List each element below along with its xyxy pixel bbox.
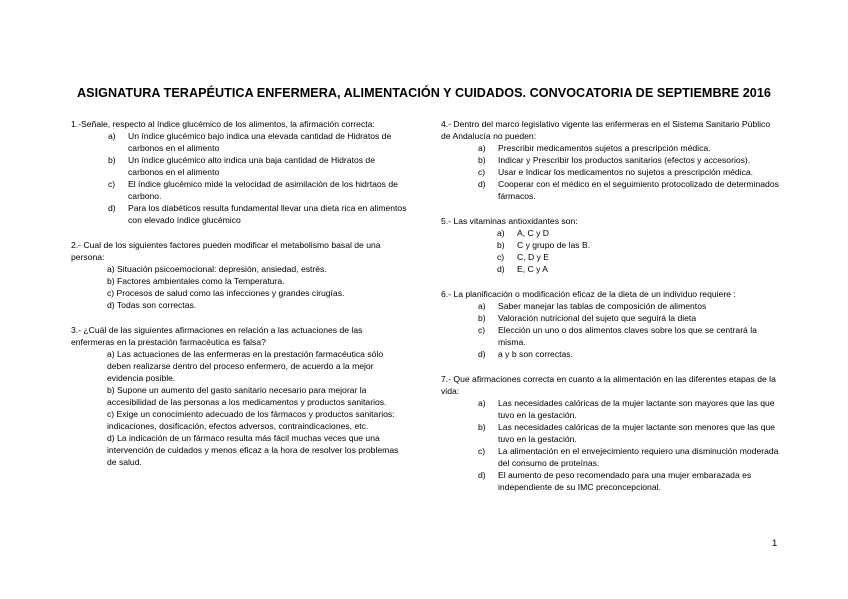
question-3-option-b <box>71 384 407 408</box>
option-label: d) <box>497 264 505 274</box>
question-5-text: 5.- Las vitaminas antioxidantes son: <box>441 216 578 226</box>
question-2-option-a <box>71 263 407 275</box>
option-text: Las necesidades calóricas de la mujer lactante son menores que las que tuvo en la gestación. <box>498 422 776 444</box>
option-label: c) <box>478 167 486 177</box>
question-5-option-c <box>441 251 781 263</box>
question-1-option-a <box>71 130 407 154</box>
option-text: Un índice glucémico bajo indica una elevada cantidad de Hidratos de carbonos en el alimento <box>128 131 392 153</box>
option-label: a) <box>478 301 486 311</box>
option-label: b) <box>478 422 486 432</box>
option-text: a) Las actuaciones de las enfermeras en la prestación farmacéutica sólo deben realizarse dentro del proceso enfermero, de acuerdo a la mejor evidencia posible. <box>107 349 384 383</box>
option-text: C y grupo de las B. <box>517 240 591 250</box>
option-text: E, C y A <box>517 264 549 274</box>
question-4-option-b <box>441 154 781 166</box>
question-3-option-a <box>71 348 407 384</box>
option-text: Elección un uno o dos alimentos claves sobre los que se centrará la misma. <box>498 325 757 347</box>
question-3 <box>71 324 407 468</box>
option-text: c) Exige un conocimiento adecuado de los fármacos y productos sanitarios: indicaciones, dosificación, efectos adversos, contraindicaciones, etc. <box>107 409 395 431</box>
option-label: c) <box>478 446 486 456</box>
question-6-option-a <box>441 300 781 312</box>
question-4 <box>441 118 781 202</box>
question-4-option-d <box>441 178 781 202</box>
option-text: a y b son correctas. <box>498 349 573 359</box>
question-4-text: 4.- Dentro del marco legislativo vigente las enfermeras en el Sistema Sanitario Público de Andalucía no pueden: <box>441 119 771 141</box>
option-text: a) Situación psicoemocional: depresión, ansiedad, estrés. <box>107 264 327 274</box>
option-text: La alimentación en el envejecimiento requiero una disminución moderada del consumo de proteínas. <box>498 446 779 468</box>
question-6-text: 6.- La planificación o modificación eficaz de la dieta de un individuo requiere : <box>441 289 736 299</box>
question-4-option-a <box>441 142 781 154</box>
option-text: Saber manejar las tablas de composición de alimentos <box>498 301 707 311</box>
question-7-option-b <box>441 421 781 445</box>
question-5-option-a <box>441 227 781 239</box>
question-5-option-d <box>441 263 781 275</box>
question-2 <box>71 239 407 311</box>
question-1 <box>71 118 407 226</box>
question-2-option-b <box>71 275 407 287</box>
option-label: d) <box>478 179 486 189</box>
question-5-option-b <box>441 239 781 251</box>
question-4-option-c <box>441 166 781 178</box>
question-2-option-d <box>71 299 407 311</box>
question-7 <box>441 373 781 493</box>
option-label: b) <box>497 240 505 250</box>
option-label: d) <box>478 470 486 480</box>
question-6 <box>441 288 781 360</box>
option-label: d) <box>478 349 486 359</box>
option-label: a) <box>478 398 486 408</box>
option-text: b) Factores ambientales como la Temperatura. <box>107 276 285 286</box>
question-1-option-b <box>71 154 407 178</box>
question-6-option-b <box>441 312 781 324</box>
option-label: a) <box>497 228 505 238</box>
question-6-option-c <box>441 324 781 348</box>
page-number: 1 <box>772 538 778 549</box>
question-2-text: 2.- Cual de los siguientes factores pueden modificar el metabolismo basal de una persona: <box>71 240 381 262</box>
question-1-text: 1.-Señale, respecto al índice glucémico de los alimentos, la afirmación correcta: <box>71 119 375 129</box>
option-text: C, D y E <box>517 252 549 262</box>
question-6-option-d <box>441 348 781 360</box>
option-text: c) Procesos de salud como las infecciones y grandes cirugías. <box>107 288 345 298</box>
question-7-text: 7.- Que afirmaciones correcta en cuanto a la alimentación en las diferentes etapas de la vida: <box>441 374 776 396</box>
option-label: c) <box>108 179 116 189</box>
question-2-option-c <box>71 287 407 299</box>
option-label: b) <box>478 155 486 165</box>
option-text: Para los diabéticos resulta fundamental llevar una dieta rica en alimentos con elevado índice glucémico <box>128 203 407 225</box>
question-3-option-c <box>71 408 407 432</box>
question-7-option-c <box>441 445 781 469</box>
option-label: b) <box>108 155 116 165</box>
option-label: b) <box>478 313 486 323</box>
left-column <box>71 118 407 481</box>
option-text: Usar e Indicar los medicamentos no sujetos a prescripción médica. <box>498 167 754 177</box>
option-text: d) La indicación de un fármaco resulta más fácil muchas veces que una intervención de cuidados y menos eficaz a la hora de resolver los problemas de salud. <box>107 433 399 467</box>
option-text: Indicar y Prescribir los productos sanitarios (efectos y accesorios). <box>498 155 751 165</box>
option-text: Prescribir medicamentos sujetos a prescripción médica. <box>498 143 711 153</box>
option-label: a) <box>108 131 116 141</box>
question-1-option-c <box>71 178 407 202</box>
question-3-option-d <box>71 432 407 468</box>
option-text: d) Todas son correctas. <box>107 300 197 310</box>
option-text: El índice glucémico mide la velocidad de asimilación de los hidrtaos de carbono. <box>128 179 398 201</box>
option-label: c) <box>497 252 505 262</box>
question-1-option-d <box>71 202 407 226</box>
question-5 <box>441 215 781 275</box>
question-7-option-a <box>441 397 781 421</box>
question-3-text: 3.- ¿Cuál de las siguientes afirmaciones en relación a las actuaciones de las enfermeras en la prestación farmacéutica es falsa? <box>71 325 363 347</box>
option-text: Las necesidades calóricas de la mujer lactante son mayores que las que tuvo en la gestación. <box>498 398 775 420</box>
option-text: Valoración nutricional del sujeto que seguirá la dieta <box>498 313 697 323</box>
question-7-option-d <box>441 469 781 493</box>
option-text: Cooperar con el médico en el seguimiento protocolizado de determinados fármacos. <box>498 179 779 201</box>
option-text: El aumento de peso recomendado para una mujer embarazada es independiente de su IMC preconcepcional. <box>498 470 752 492</box>
option-text: Un índice glucémico alto indica una baja cantidad de Hidratos de carbonos en el alimento <box>128 155 375 177</box>
right-column <box>441 118 781 506</box>
option-text: A, C y D <box>517 228 549 238</box>
option-text: b) Supone un aumento del gasto sanitario necesario para mejorar la accesibilidad de las personas a los medicamentos y productos sanitarios. <box>107 385 387 407</box>
option-label: a) <box>478 143 486 153</box>
option-label: c) <box>478 325 486 335</box>
option-label: d) <box>108 203 116 213</box>
page-title: ASIGNATURA TERAPÉUTICA ENFERMERA, ALIMENTACIÓN Y CUIDADOS. CONVOCATORIA DE SEPTIEMBRE 2016 <box>77 86 771 100</box>
